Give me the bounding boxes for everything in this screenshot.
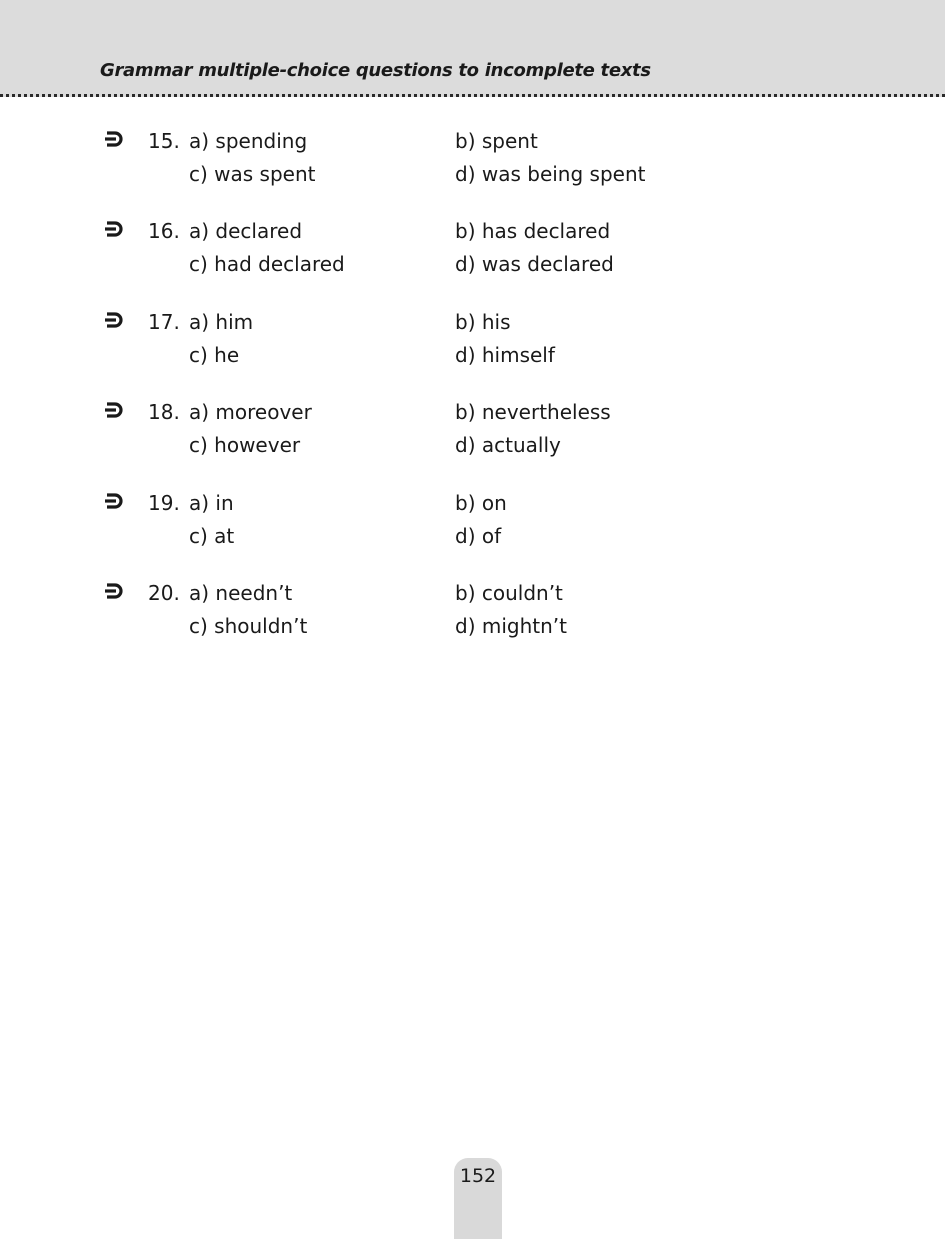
option-a: a) spending [189,129,308,153]
option-d: d) mightn’t [455,613,567,638]
option-c: c) shouldn’t [189,613,308,638]
dotted-divider [0,94,945,97]
question-item [0,214,945,304]
question-item [0,395,945,485]
option-b: b) nevertheless [455,400,611,425]
arrow-right-icon [104,129,124,149]
question-item [0,124,945,214]
option-d: d) actually [455,433,561,458]
question-item [0,576,945,666]
question-number: 16. [148,219,180,244]
option-c: c) however [189,433,301,458]
arrow-right-icon [104,400,124,420]
question-item [0,486,945,576]
option-d: d) himself [455,342,555,367]
option-c: c) was spent [189,162,316,186]
option-a: a) declared [189,219,303,244]
option-c: c) he [189,342,240,367]
question-item [0,305,945,395]
option-b: b) has declared [455,219,611,244]
section-title: Grammar multiple-choice questions to incomplete texts [100,60,651,81]
arrow-right-icon [104,219,124,239]
option-c: c) at [189,523,235,548]
option-c: c) had declared [189,252,345,277]
page-number: 152 [459,1165,497,1187]
question-number: 15. [148,129,180,153]
option-a: a) in [189,490,234,515]
option-b: b) on [455,490,507,515]
option-b: b) his [455,309,511,334]
question-list [0,124,945,666]
question-number: 20. [148,580,180,605]
option-d: d) of [455,523,502,548]
option-a: a) moreover [189,400,312,425]
option-d: d) was declared [455,252,614,277]
option-b: b) couldn’t [455,580,563,605]
option-d: d) was being spent [455,162,646,186]
question-number: 17. [148,309,180,334]
header-band [0,0,945,97]
option-a: a) needn’t [189,580,293,605]
question-number: 19. [148,490,180,515]
question-number: 18. [148,400,180,425]
arrow-right-icon [104,581,124,601]
option-b: b) spent [455,129,538,153]
option-a: a) him [189,309,254,334]
arrow-right-icon [104,310,124,330]
arrow-right-icon [104,491,124,511]
